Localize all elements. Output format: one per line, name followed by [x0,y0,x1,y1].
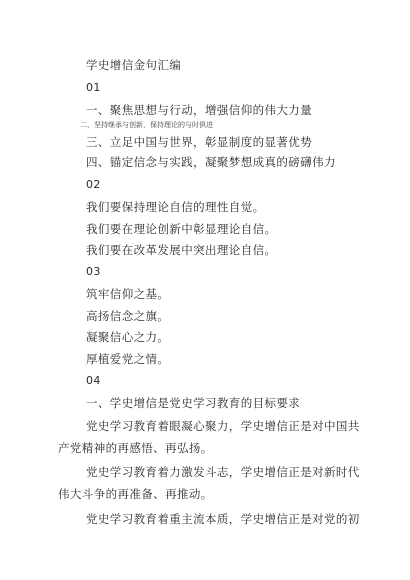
section3-item-4: 厚植爱党之情。 [86,352,170,366]
section2-item-1: 我们要保持理论自信的理性自觉。 [86,200,265,214]
section2-item-3: 我们要在改革发展中突出理论自信。 [86,243,277,257]
section-number-01: 01 [86,81,101,94]
section3-item-2: 高扬信念之旗。 [86,309,170,323]
document-title: 学史增信金句汇编 [86,58,182,72]
section3-item-3: 凝聚信心之力。 [86,330,170,344]
section4-heading: 一、学史增信是党史学习教育的目标要求 [86,396,301,410]
section3-item-1: 筑牢信仰之基。 [86,287,170,301]
section1-item-4: 四、锚定信念与实践，凝聚梦想成真的磅礴伟力 [86,155,336,169]
section-number-02: 02 [86,178,101,191]
section1-item-3: 三、立足中国与世界，彰显制度的显著优势 [86,135,313,149]
section-number-04: 04 [86,374,101,387]
section1-item-1: 一、聚焦思想与行动，增强信仰的伟大力量 [86,103,313,117]
section4-paragraph-2-line-1: 党史学习教育着力激发斗志，学史增信正是对新时代 [86,465,360,479]
section2-item-2: 我们要在理论创新中彰显理论自信。 [86,222,277,236]
section4-paragraph-1-line-1: 党史学习教育着眼凝心聚力，学史增信正是对中国共 [86,419,360,433]
section4-paragraph-2-line-2: 伟大斗争的再准备、再推动。 [58,487,213,501]
section4-paragraph-3-line-1: 党史学习教育着重主流本质，学史增信正是对党的初 [86,512,360,526]
section4-paragraph-1-line-2: 产党精神的再感悟、再弘扬。 [58,441,213,455]
section1-item-2: 二、坚持继承与创新，保持理论的与时俱进 [80,121,213,129]
section-number-03: 03 [86,265,101,278]
